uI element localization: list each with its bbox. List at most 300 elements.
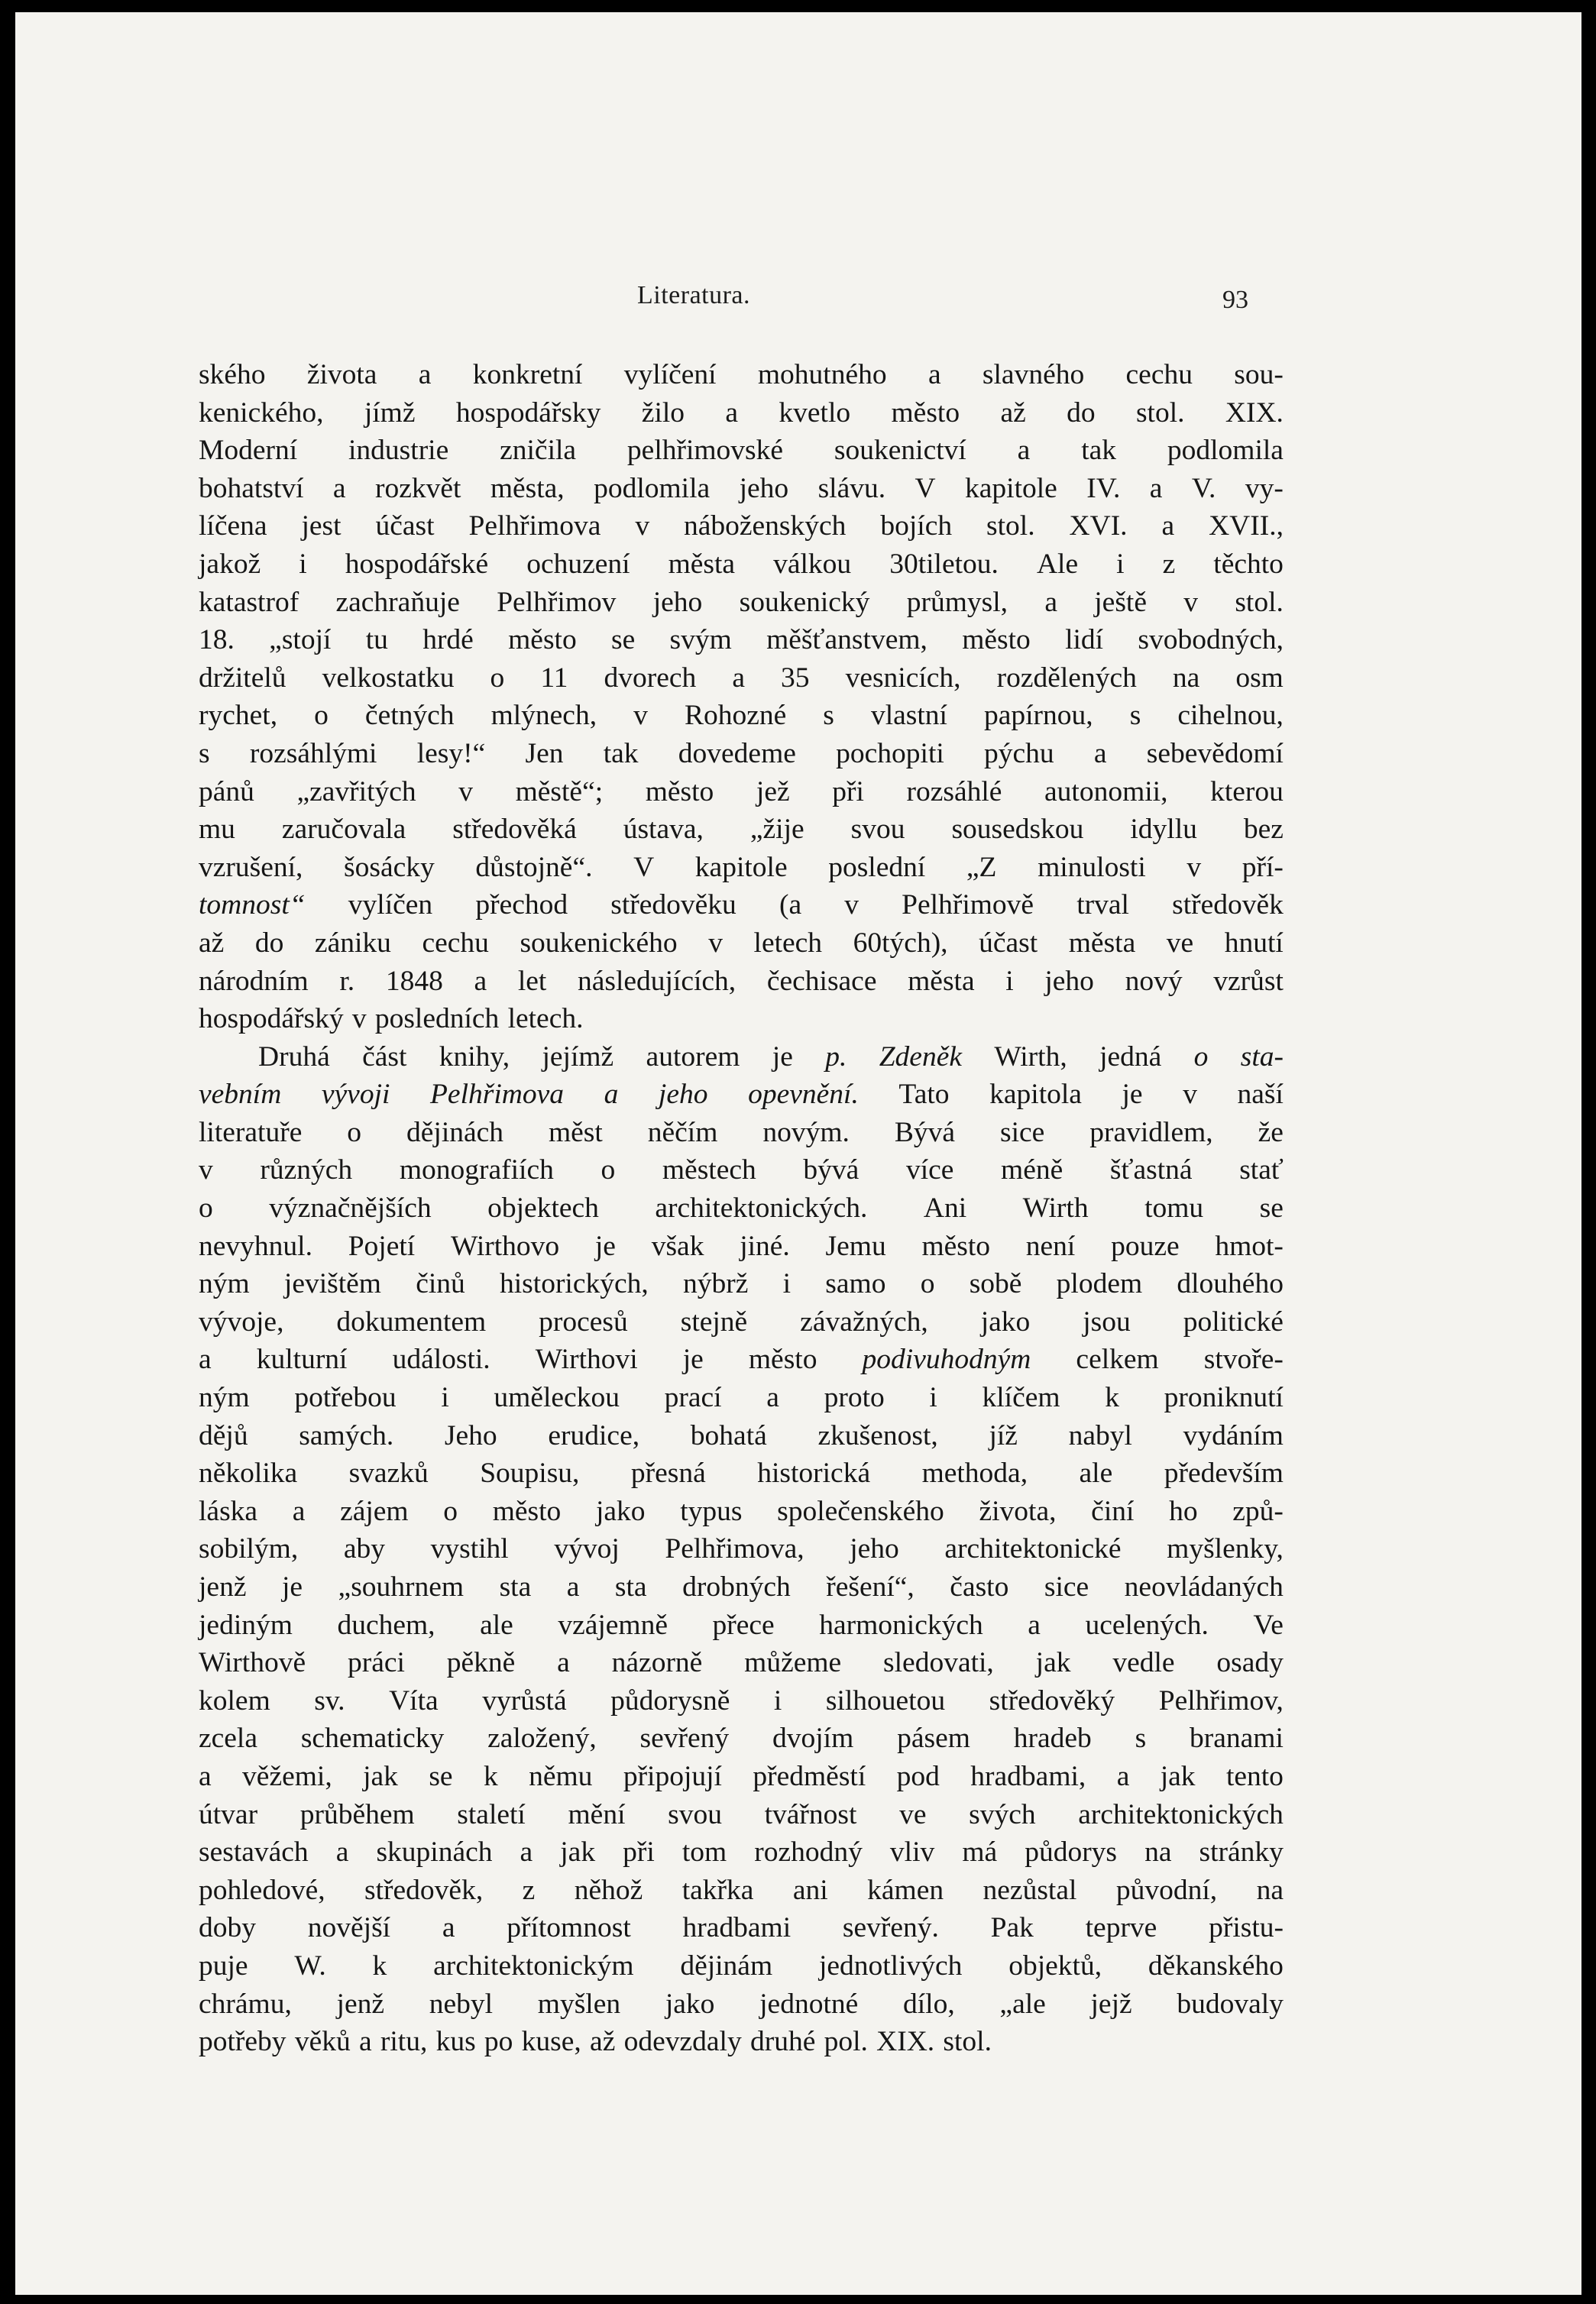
word: soukenictví <box>834 435 966 467</box>
word: architektonickým <box>433 1950 634 1982</box>
word: letech <box>753 927 823 959</box>
word: při <box>832 775 864 807</box>
word: rychet, <box>199 700 278 732</box>
word: jediným <box>199 1609 293 1641</box>
word: můžeme <box>744 1647 842 1679</box>
word: držitelů <box>199 662 287 694</box>
word: města, <box>490 472 565 504</box>
word: nabyl <box>1068 1419 1132 1451</box>
text-line <box>199 545 1284 584</box>
word: tak <box>603 737 639 769</box>
word: věků <box>294 2026 351 2058</box>
word: ným <box>199 1268 250 1300</box>
word: kus <box>435 2026 476 2058</box>
word: němu <box>529 1760 593 1792</box>
word: pelhřimovské <box>626 435 784 467</box>
word: jenž <box>336 1988 385 2020</box>
word: závažných, <box>800 1306 928 1338</box>
word: XIX. <box>876 2026 935 2058</box>
word: nový <box>1125 965 1183 997</box>
word: průběhem <box>299 1798 415 1830</box>
word: a <box>1116 1760 1130 1792</box>
word: pod <box>896 1760 940 1792</box>
word: Tato <box>898 1079 950 1111</box>
word: dvorech <box>604 662 697 694</box>
word: r. <box>339 965 355 997</box>
word: monografiích <box>399 1154 554 1186</box>
word: pří- <box>1242 851 1284 883</box>
text-line <box>199 356 1284 394</box>
text-line <box>199 1303 1284 1341</box>
word: přesná <box>630 1458 706 1490</box>
word: mlýnech, <box>490 700 597 732</box>
word: literatuře <box>199 1116 303 1148</box>
word: katastrof <box>199 586 299 618</box>
word: dvojím <box>772 1723 854 1755</box>
word: Soupisu, <box>480 1458 580 1490</box>
word: město <box>492 1495 562 1527</box>
text-line <box>199 1265 1284 1303</box>
word: klíčem <box>982 1382 1060 1414</box>
word: cechu <box>1125 359 1193 390</box>
word: „Z <box>966 851 997 883</box>
word: a <box>292 1495 306 1527</box>
word: kolem <box>199 1684 270 1717</box>
word: 60tých), <box>853 927 948 959</box>
word: měšťanstvem, <box>766 624 927 656</box>
word: stejně <box>680 1306 748 1338</box>
word: teprve <box>1085 1912 1157 1944</box>
word: a <box>732 662 745 694</box>
word: a <box>557 1647 570 1679</box>
word: je <box>594 1230 616 1262</box>
text-line <box>199 1682 1284 1720</box>
word: pol. <box>824 2026 868 2058</box>
word: zničila <box>500 435 577 467</box>
text-line <box>199 1758 1284 1796</box>
word: k <box>372 1950 387 1982</box>
word: těchto <box>1213 548 1284 580</box>
word: i <box>299 548 307 580</box>
word: i <box>782 1268 792 1300</box>
word: svých <box>969 1798 1036 1830</box>
word: sevřený. <box>842 1912 939 1944</box>
word: řešení“, <box>826 1571 915 1603</box>
word: v <box>1183 586 1199 618</box>
word: aby <box>343 1533 385 1565</box>
word: sice <box>999 1116 1045 1148</box>
word: není <box>1025 1230 1076 1262</box>
word: sta <box>614 1571 647 1603</box>
word: Wirthovo <box>450 1230 560 1262</box>
word: stol. <box>1235 586 1284 618</box>
text-line <box>199 470 1284 508</box>
word: jako <box>980 1306 1031 1338</box>
text-line <box>199 1985 1284 2024</box>
word: hradbami <box>682 1912 792 1944</box>
word: jiné. <box>740 1230 790 1262</box>
word: na <box>1172 662 1200 694</box>
word: methoda, <box>921 1458 1028 1490</box>
word: na <box>1144 1836 1172 1869</box>
text-line <box>199 1455 1284 1493</box>
word: naší <box>1237 1079 1284 1111</box>
word: V. <box>1191 472 1216 504</box>
word: jak <box>560 1836 596 1869</box>
word: měst <box>548 1116 603 1148</box>
word: v <box>351 1003 367 1035</box>
word: pochopiti <box>836 737 944 769</box>
word: na <box>1256 1874 1284 1906</box>
word: autorem <box>646 1040 740 1073</box>
word: zcela <box>199 1723 257 1755</box>
word: o <box>347 1116 362 1148</box>
word: až <box>1000 396 1026 429</box>
word: s <box>1135 1723 1147 1755</box>
word: stol. <box>1135 396 1185 429</box>
text-line <box>199 697 1284 735</box>
word: půdorysně <box>610 1684 730 1717</box>
text-line <box>199 1644 1284 1682</box>
word: neovládaných <box>1124 1571 1284 1603</box>
word: XIX. <box>1225 396 1284 429</box>
word: přece <box>712 1609 775 1641</box>
word: středověk <box>1172 889 1284 921</box>
word: do <box>254 927 284 959</box>
word: architektonických. <box>655 1192 868 1225</box>
word: stol. <box>986 510 1035 542</box>
word: válkou <box>773 548 852 580</box>
word: hmot- <box>1215 1230 1284 1262</box>
word: a <box>199 1344 212 1376</box>
text-line <box>199 1151 1284 1189</box>
word: svou <box>850 814 905 846</box>
word: Wirth, <box>994 1040 1067 1073</box>
word: p. <box>825 1040 847 1073</box>
word: a <box>766 1382 779 1414</box>
word: náboženských <box>684 510 847 542</box>
word: slavného <box>982 359 1085 390</box>
text-line <box>199 1000 1284 1038</box>
word: a <box>474 965 487 997</box>
word: „souhrnem <box>338 1571 465 1603</box>
word: sevřený <box>639 1723 730 1755</box>
word: vlastní <box>870 700 947 732</box>
word: a <box>1093 737 1107 769</box>
word: jedná <box>1099 1040 1162 1073</box>
word: něčím <box>647 1116 718 1148</box>
word: XVI. <box>1069 510 1128 542</box>
word: stránky <box>1199 1836 1284 1869</box>
word: město <box>645 775 714 807</box>
word: i <box>1005 965 1014 997</box>
word: prací <box>664 1382 722 1414</box>
word: Pak <box>990 1912 1034 1944</box>
word: při <box>623 1836 655 1869</box>
word: procesů <box>539 1306 628 1338</box>
word: ho <box>1169 1495 1198 1527</box>
word: jeho <box>1044 965 1094 997</box>
word: branami <box>1190 1723 1284 1755</box>
word: tu <box>365 624 388 656</box>
word: stať <box>1239 1154 1284 1186</box>
word: věžemi, <box>242 1760 332 1792</box>
word: proto <box>824 1382 885 1414</box>
word: jsou <box>1083 1306 1131 1338</box>
word: a <box>335 1836 349 1869</box>
text-line <box>199 1607 1284 1645</box>
word: svým <box>669 624 732 656</box>
word: šťastná <box>1109 1154 1193 1186</box>
word: a <box>1161 510 1175 542</box>
word: a <box>520 1836 533 1869</box>
word: cihelnou, <box>1177 700 1284 732</box>
word: jest <box>301 510 342 542</box>
word: vylíčen <box>348 889 433 921</box>
word: společenského <box>777 1495 944 1527</box>
word: vebním <box>199 1079 282 1111</box>
word: skupinách <box>376 1836 493 1869</box>
word: s <box>199 737 210 769</box>
word: svou <box>668 1798 722 1830</box>
word: minulosti <box>1038 851 1146 883</box>
word: Moderní <box>199 435 298 467</box>
word: vy- <box>1245 472 1284 504</box>
word: „stojí <box>269 624 332 656</box>
word: kenického, <box>199 396 324 429</box>
word: více <box>905 1154 954 1186</box>
word: především <box>1164 1458 1284 1490</box>
word: 18. <box>199 624 235 656</box>
word: ochuzení <box>526 548 630 580</box>
word: původní, <box>1115 1874 1218 1906</box>
text-line <box>199 735 1284 773</box>
word: ale <box>480 1609 513 1641</box>
word: pánů <box>199 775 254 807</box>
word: vystihl <box>430 1533 509 1565</box>
word: a <box>199 1760 212 1792</box>
word: jenž <box>199 1571 247 1603</box>
word: jejž <box>1090 1988 1132 2020</box>
word: je <box>281 1571 303 1603</box>
word: kterou <box>1210 775 1284 807</box>
word: o <box>314 700 329 732</box>
word: harmonických <box>819 1609 983 1641</box>
word: hospodářské <box>345 548 489 580</box>
word: hnutí <box>1224 927 1284 959</box>
word: zaručovala <box>281 814 406 846</box>
word: podivuhodným <box>862 1344 1031 1376</box>
word: novým. <box>762 1116 850 1148</box>
word: sta <box>499 1571 532 1603</box>
word: stol. <box>943 2026 992 2058</box>
word: Pojetí <box>348 1230 416 1262</box>
word: rozsáhlé <box>906 775 1002 807</box>
word: Pelhřimov <box>497 586 617 618</box>
text-line <box>199 1379 1284 1417</box>
word: autonomii, <box>1044 775 1168 807</box>
word: je <box>772 1040 793 1073</box>
word: 35 <box>781 662 810 694</box>
word: a <box>725 396 739 429</box>
word: v <box>1186 851 1202 883</box>
word: stvoře- <box>1203 1344 1284 1376</box>
word: město <box>748 1344 817 1376</box>
word: vzrůst <box>1213 965 1284 997</box>
word: několika <box>199 1458 298 1490</box>
word: sta- <box>1240 1040 1284 1073</box>
word: budovaly <box>1177 1988 1284 2020</box>
word: kvetlo <box>779 396 851 429</box>
text-line <box>199 773 1284 811</box>
word: 30tiletou. <box>889 548 999 580</box>
word: objektů, <box>1008 1950 1102 1982</box>
word: ského <box>199 359 266 390</box>
word: trval <box>1076 889 1129 921</box>
word: půdorys <box>1025 1836 1118 1869</box>
word: jako <box>665 1988 715 2020</box>
word: života, <box>979 1495 1057 1527</box>
word: silhouetou <box>825 1684 946 1717</box>
word: kámen <box>867 1874 944 1906</box>
word: let <box>517 965 547 997</box>
word: vývoji <box>321 1079 390 1111</box>
word: drobných <box>682 1571 791 1603</box>
word: sobilým, <box>199 1533 299 1565</box>
word: tento <box>1225 1760 1284 1792</box>
word: sice <box>1044 1571 1089 1603</box>
word: činí <box>1091 1495 1135 1527</box>
text-line <box>199 1417 1284 1455</box>
word: města <box>908 965 975 997</box>
word: (a <box>779 889 802 921</box>
word: činů <box>416 1268 465 1300</box>
word: účast <box>375 510 435 542</box>
text-line <box>199 1341 1284 1379</box>
text-line <box>199 886 1284 924</box>
word: staletí <box>457 1798 526 1830</box>
text-line <box>199 2023 1284 2061</box>
word: dovedeme <box>678 737 796 769</box>
text-line <box>199 1947 1284 1985</box>
word: kapitole <box>694 851 788 883</box>
text-line <box>199 1909 1284 1947</box>
word: lidí <box>1065 624 1104 656</box>
word: myšlenky, <box>1167 1533 1284 1565</box>
word: hospodářský <box>199 1003 344 1035</box>
word: předměstí <box>753 1760 866 1792</box>
word: způ- <box>1232 1495 1284 1527</box>
word: tomnost“ <box>199 889 306 921</box>
word: vzrušení, <box>199 851 303 883</box>
word: typus <box>680 1495 743 1527</box>
word: o <box>920 1268 935 1300</box>
word: samo <box>825 1268 886 1300</box>
word: Bývá <box>894 1116 956 1148</box>
word: Ani <box>923 1192 967 1225</box>
word: sebevědomí <box>1146 737 1284 769</box>
word: mění <box>568 1798 626 1830</box>
word: sobě <box>969 1268 1022 1300</box>
word: názorně <box>611 1647 703 1679</box>
word: svobodných, <box>1138 624 1284 656</box>
word: jevištěm <box>283 1268 381 1300</box>
word: vzájemně <box>558 1609 668 1641</box>
word: Zdeněk <box>879 1040 962 1073</box>
word: industrie <box>348 435 449 467</box>
word: o <box>443 1495 458 1527</box>
text-line <box>199 849 1284 887</box>
word: žilo <box>641 396 685 429</box>
word: osady <box>1216 1647 1284 1679</box>
word: ještě <box>1094 586 1147 618</box>
word: ani <box>792 1874 828 1906</box>
word: kuse, <box>521 2026 581 2058</box>
word: bez <box>1243 814 1284 846</box>
text-line <box>199 507 1284 545</box>
word: IV. <box>1086 472 1121 504</box>
word: s <box>823 700 834 732</box>
text-line <box>199 924 1284 963</box>
word: a <box>927 359 941 390</box>
word: vesnicích, <box>845 662 961 694</box>
text-line <box>199 432 1284 470</box>
text-line <box>199 621 1284 659</box>
word: šosácky <box>344 851 435 883</box>
word: kapitola <box>989 1079 1082 1111</box>
word: W. <box>294 1950 326 1982</box>
word: město <box>921 1230 991 1262</box>
word: až <box>199 927 225 959</box>
word: po <box>484 2026 513 2058</box>
word: středověku <box>610 889 736 921</box>
word: architektonických <box>1078 1798 1284 1830</box>
word: novější <box>307 1912 391 1944</box>
word: se <box>611 624 636 656</box>
word: jednotné <box>759 1988 859 2020</box>
word: celkem <box>1076 1344 1159 1376</box>
word: i <box>1116 548 1125 580</box>
word: s <box>1129 700 1141 732</box>
word: část <box>362 1040 407 1073</box>
word: vývoj <box>554 1533 620 1565</box>
word: a <box>358 2026 372 2058</box>
word: rozsáhlými <box>249 737 377 769</box>
word: bohatá <box>690 1419 767 1451</box>
word: Pelhřimova, <box>665 1533 804 1565</box>
word: puje <box>199 1950 248 1982</box>
word: pouze <box>1111 1230 1180 1262</box>
word: význačnějších <box>269 1192 432 1225</box>
word: sousedskou <box>951 814 1084 846</box>
text-line <box>199 584 1284 622</box>
word: čechisace <box>766 965 877 997</box>
word: jeho <box>739 472 789 504</box>
word: dějů <box>199 1419 248 1451</box>
word: historických, <box>500 1268 649 1300</box>
word: ve <box>899 1798 927 1830</box>
word: tak <box>1081 435 1117 467</box>
word: potřeby <box>199 2026 287 2058</box>
word: a <box>418 359 432 390</box>
word: idyllu <box>1130 814 1197 846</box>
word: pohledové, <box>199 1874 325 1906</box>
word: vydáním <box>1183 1419 1284 1451</box>
body-text <box>199 356 1284 2061</box>
word: a <box>442 1912 455 1944</box>
word: však <box>651 1230 704 1262</box>
word: vyrůstá <box>482 1684 567 1717</box>
